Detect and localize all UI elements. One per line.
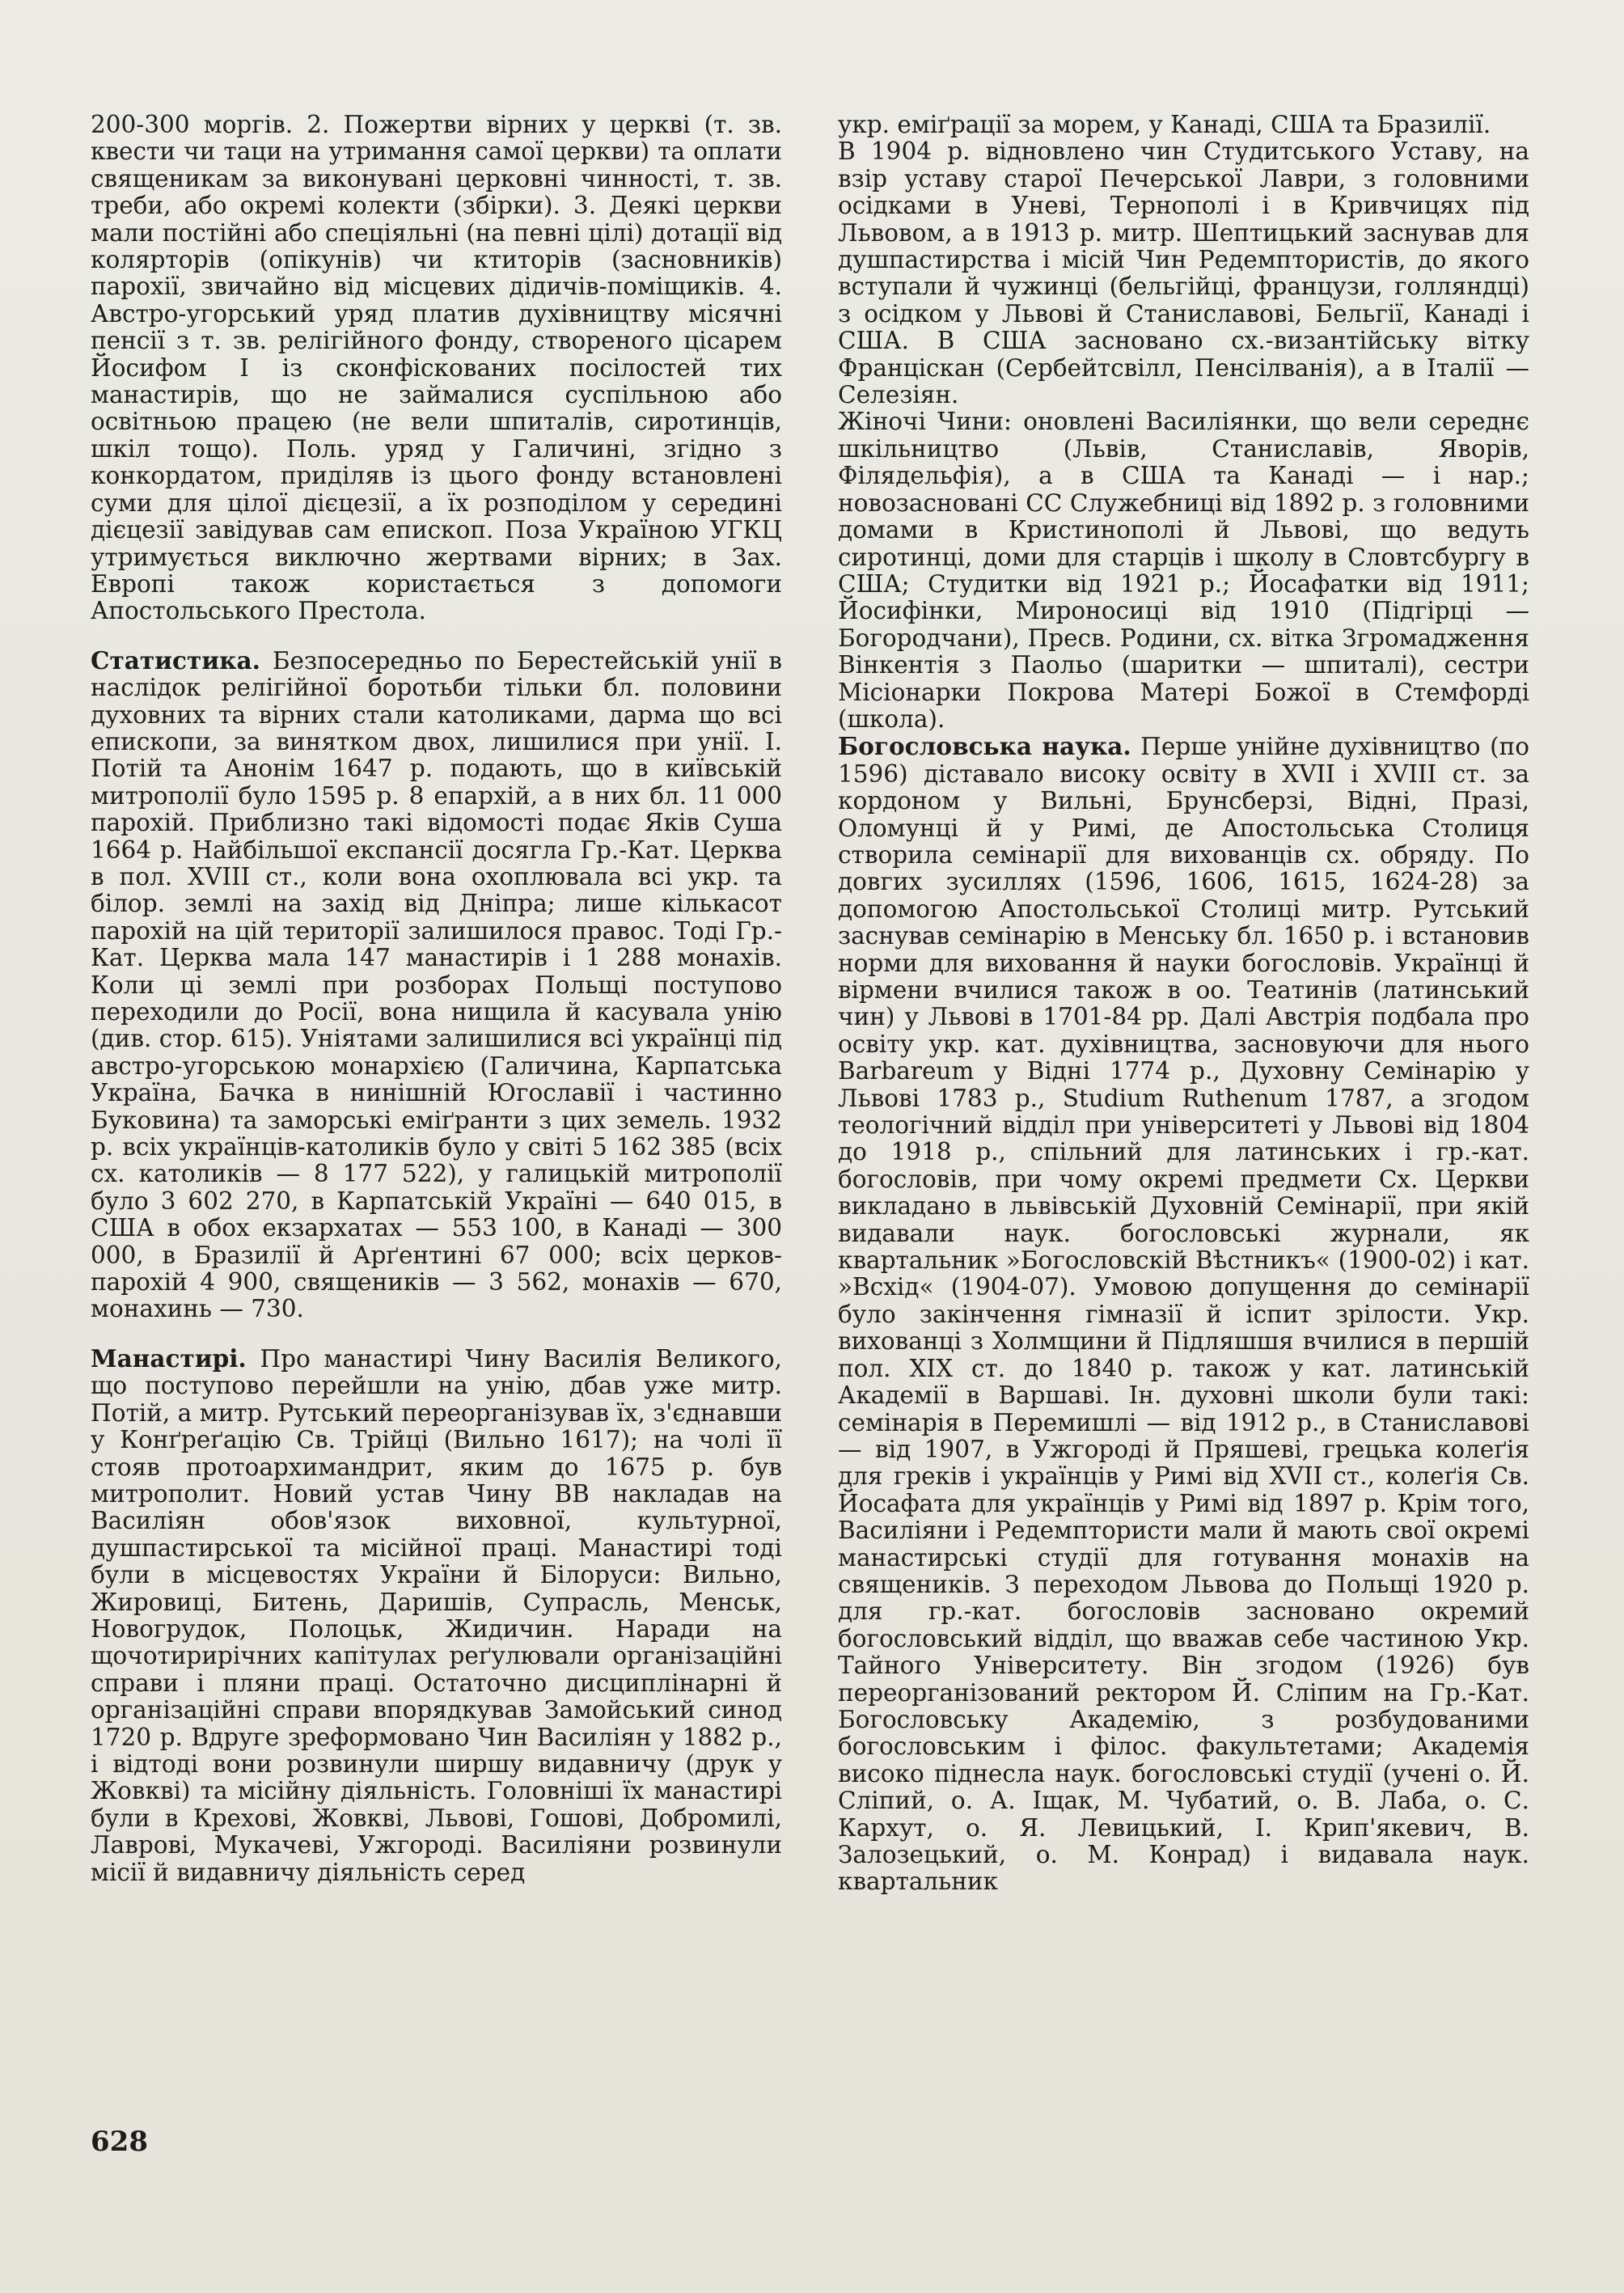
paragraph-text: Про манастирі Чину Василія Великого, що поступово перейшли на унію, дбав уже митр. Потій, а митр. Рутський переорганізував їх, з'єднавши у Конґреґацію Св. Трійці (Вильно 1617); на чолі її стояв протоархимандрит, яким до 1675 р. був митрополит. Новий устав Чину ВВ накладав на Василіян обов'язок виховної, культурної, душпастирської та місійної праці. Манастирі тоді були в місцевостях України й Білоруси: Вильно, Жировиці, Битень, Даришів, Супрасль, Менськ, Новогрудок, Полоцьк, Жидичин. Наради на щочотирирічних капітулах реґулювали організаційні справи і пляни праці. Остаточно дисциплінарні й організаційні справи впорядкував Замойський синод 1720 р. Вдруге зреформовано Чин Василіян у 1882 р., і відтоді вони розвинули ширшу видавничу (друк у Жовкві) та місійну діяльність. Головніші їх манастирі були в Крехові, Жовкві, Львові, Гошові, Добромилі, Лаврові, Мукачеві, Ужгороді. Василіяни розвинули місії й видавничу діяльність серед [91,1344,782,1886]
paragraph-text: Перше унійне духівництво (по 1596) діставало високу освіту в XVII і XVIII ст. за кордоном у Вильні, Брунсберзі, Відні, Празі, Оломунці й у Римі, де Апостольська Столиця створила семінарії для вихованців сх. обряду. По довгих зусиллях (1596, 1606, 1615, 1624-28) за допомогою Апостольської Столиці митр. Рутський заснував семінарію в Менську бл. 1650 р. і встановив норми для виховання й науки богословів. Українці й вірмени вчилися також в оо. Театинів (латинський чин) у Львові в 1701-84 рр. Далі Австрія подбала про освіту укр. кат. духівництва, засновуючи для нього Barbareum у Відні 1774 р., Духовну Семінарію у Львові 1783 р., Studium Ruthenum 1787, а згодом теологічний відділ при університеті у Львові від 1804 до 1918 р., спільний для латинських і гр.-кат. богословів, при чому окремі предмети Сх. Церкви викладано в львівській Духовній Семінарії, при якій видавали наук. богословські журнали, як квартальник »Богословскій Вѣстникъ« (1900-02) і кат. »Всхід« (1904-07). Умовою допущення до семінарії було закінчення гімназії й іспит зрілости. Укр. вихованці з Холмщини й Підляшшя вчилися в першій пол. XIX ст. до 1840 р. також у кат. латинській Академії в Варшаві. Ін. духовні школи були такі: семінарія в Перемишлі — від 1912 р., в Станиславові — від 1907, в Ужгороді й Пряшеві, грецька колеґія для греків і українців у Римі від XVII ст., колеґія Св. Йосафата для українців у Римі від 1897 р. Крім того, Василіяни і Редемптористи мали й мають свої окремі манастирські студії для готування монахів на священиків. З переходом Львова до Польщі 1920 р. для гр.-кат. богословів засновано окремий богословський відділ, що вважав себе частиною Укр. Тайного Університету. Він згодом (1926) був переорганізований ректором Й. Сліпим на Гр.-Кат. Богословську Академію, з розбудованими богословським і філос. факультетами; Академія високо піднесла наук. богословські студії (учені о. Й. Сліпий, о. А. Іщак, М. Чубатий, о. В. Лаба, о. С. Кархут, о. Я. Левицький, І. Крип'якевич, В. Залозецький, о. М. Конрад) і видавала наук. квартальник [838,733,1530,1896]
paragraph-text: 200-300 моргів. 2. Пожертви вірних у церкві (т. зв. квести чи таци на утримання самої церкви) та оплати священикам за виконувані церковні чинності, т. зв. треби, або окремі колекти (збірки). 3. Деякі церкви мали постійні або спеціяльні (на певні цілі) дотації від колярторів (опікунів) чи ктиторів (засновників) парохії, звичайно від місцевих дідичів-поміщиків. 4. Австро-угорський уряд платив духівництву місячні пенсії з т. зв. релігійного фонду, створеного цісарем Йосифом I із сконфіскованих посілостей тих манастирів, що не займалися суспільною або освітньою працею (не вели шпиталів, сиротинців, шкіл тощо). Поль. уряд у Галичині, згідно з конкордатом, приділяв із цього фонду встановлені суми для цілої дієцезії, а їх розподілом у середині дієцезії завідував сам епископ. Поза Україною УГКЦ утримується виключно жертвами вірних; в Зах. Европі також користається з допомоги Апостольського Престола. [91,111,782,625]
section-statistics [91,647,782,1323]
paragraph-dotations [91,112,782,625]
paragraph-emigration [838,112,1529,138]
paragraph-text: Жіночі Чини: оновлені Василіянки, що вели середнє шкільництво (Львів, Станиславів, Яворів, Філядельфія), а в США та Канаді — і нар.; новозасновані СС Служебниці від 1892 р. з головними домами в Кристинополі й Львові, що ведуть сиротинці, доми для старців і школу в Словтсбургу в США; Студитки від 1921 р.; Йосафатки від 1911; Йосифінки, Мироносиці від 1910 (Підгірці — Богородчани), Пресв. Родини, сх. вітка Згромадження Вінкентія з Паольо (шаритки — шпиталі), сестри Місіонарки Покрова Матері Божої в Стемфорді (школа). [838,408,1529,733]
paragraph-studite-order [838,138,1529,408]
section-heading-monasteries: Манастирі. [91,1343,247,1373]
section-heading-statistics: Статистика. [91,645,260,675]
left-column [91,112,782,1886]
paragraph-text: Безпосередньо по Берестейській унії в наслідок релігійної боротьби тільки бл. половини духовних та вірних стали католиками, дарма що всі епископи, за винятком двох, лишилися при унії. I. Потій та Анонім 1647 р. подають, що в київській митрополії було 1595 р. 8 епархій, а в них бл. 11 000 парохій. Приблизно такі відомості подає Яків Суша 1664 р. Найбільшої експансії досягла Гр.-Кат. Церква в пол. XVIII ст., коли вона охоплювала всі укр. та білор. землі на захід від Дніпра; лише кількасот парохій на цій території залишилося правос. Тоді Гр.-Кат. Церква мала 147 манастирів і 1 288 монахів. Коли ці землі при розборах Польщі поступово переходили до Росії, вона нищила й касувала унію (див. стор. 615). Уніятами залишилися всі українці під австро-угорською монархією (Галичина, Карпатська Україна, Бачка в нинішній Югославії і частинно Буковина) та заморські еміґранти з цих земель. 1932 р. всіх українців-католиків було у світі 5 162 385 (всіх сх. католиків — 8 177 522), у галицькій митрополії було 3 602 270, в Карпатській Україні — 640 015, в США в обох екзархатах — 553 100, в Канаді — 300 000, в Бразилії й Арґентині 67 000; всіх церков-парохій 4 900, священиків — 3 562, монахів — 670, монахинь — 730. [91,646,782,1323]
section-heading-theology: Богословська наука. [838,732,1131,761]
section-monasteries [91,1345,782,1886]
section-theology [838,733,1529,1895]
paragraph-text: укр. еміґрації за морем, у Канаді, США та Бразилії. [838,111,1491,138]
paragraph-female-orders [838,408,1529,733]
page-number: 628 [91,2126,148,2158]
paragraph-text: В 1904 р. відновлено чин Студитського Уставу, на взір уставу старої Печерської Лаври, з головними осідками в Уневі, Тернополі і в Кривчицях під Львовом, а в 1913 р. митр. Шептицький заснував для душпастирства і місій Чин Редемптористів, до якого вступали й чужинці (бельгійці, французи, голляндці) з осідком у Львові й Станиславові, Бельгії, Канаді і США. В США засновано сх.-византійську вітку Францiскан (Сербейтсвілл, Пенсілванія), а в Італії — Селезіян. [838,137,1529,409]
right-column [838,112,1529,1896]
